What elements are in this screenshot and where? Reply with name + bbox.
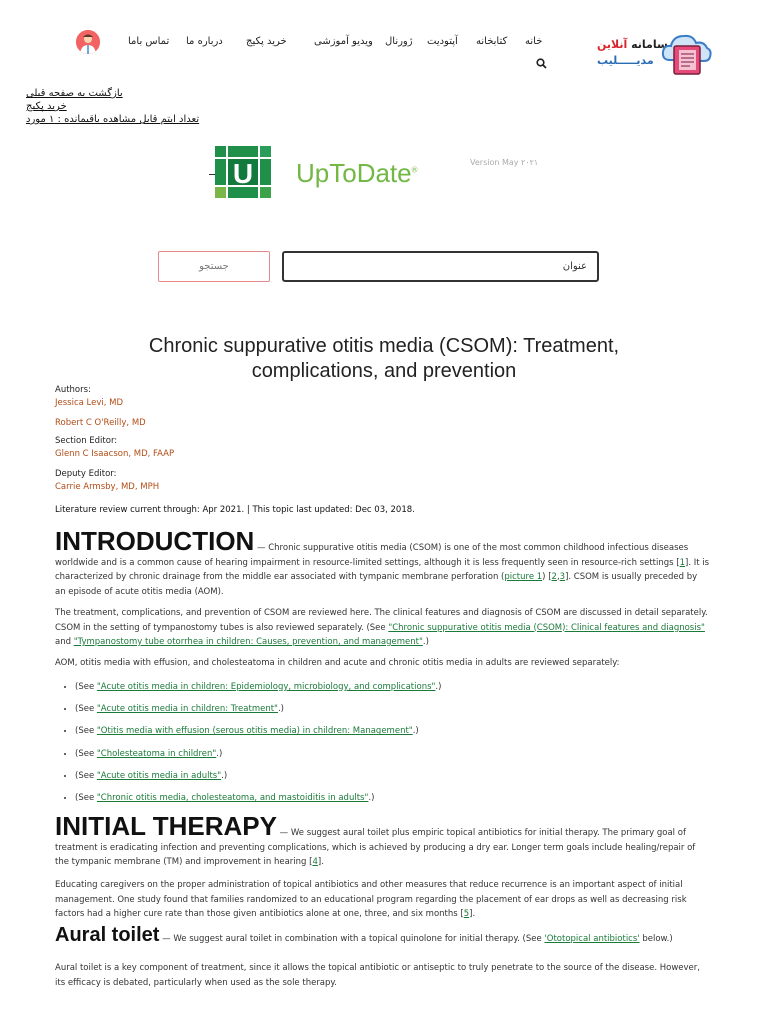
nav-uptodate[interactable]: آپتودیت: [427, 36, 458, 47]
deputy-editor-label: Deputy Editor:: [55, 469, 117, 479]
cloud-book-icon[interactable]: [660, 30, 712, 76]
ref-5-link[interactable]: 5: [463, 909, 470, 919]
intro-paragraph-1: INTRODUCTION — Chronic suppurative otitis media (CSOM) is one of the most common childhood infectious diseases worldwide and is a common cause of hearing impairment in resource-limited settings, although it is less frequently seen in resource-rich settings [1]. It is characterized by chronic drainage from the middle ear associated with tympanic membrane perforation (picture 1) [2,3]. CSOM is usually preceded by an episode of acute otitis media (AOM).: [55, 526, 710, 597]
list-item: [75, 787, 441, 809]
nav-home[interactable]: خانه: [525, 36, 543, 47]
ref-3-link[interactable]: 3: [559, 572, 566, 582]
search-input[interactable]: عنوان: [282, 251, 599, 282]
close-text: .): [216, 748, 223, 759]
list-item: [75, 743, 441, 765]
logo-prefix: سامانه: [627, 38, 668, 51]
section-editor-label: Section Editor:: [55, 436, 118, 446]
intro-p2-end: .): [422, 637, 429, 647]
search-button[interactable]: جستجو: [158, 251, 270, 282]
related-link-6[interactable]: "Chronic otitis media, cholesteatoma, and mastoiditis in adults": [96, 792, 369, 803]
uptodate-wordmark: [296, 158, 418, 189]
logo-accent: آنلاین: [597, 38, 628, 51]
see-text: (See: [75, 726, 97, 737]
see-text: (See: [75, 748, 97, 759]
remaining-items-link[interactable]: تعداد ایتم قابل مشاهده باقیمانده : ۱ مورد: [26, 114, 200, 125]
ref-1-link[interactable]: 1: [679, 557, 686, 568]
nav-contact[interactable]: تماس باما: [128, 36, 170, 47]
site-logo-line1[interactable]: [597, 38, 668, 51]
site-header: [0, 0, 768, 85]
uptodate-logo-icon: [215, 146, 271, 198]
article-title: Chronic suppurative otitis media (CSOM): Treatment, complications, and prevention: [148, 335, 620, 382]
and-text: and: [55, 637, 74, 647]
author-2[interactable]: Robert C O'Reilly, MD: [55, 418, 146, 428]
see-text: (See: [75, 792, 97, 803]
intro-paragraph-2: [55, 606, 710, 650]
related-topics-list: [60, 676, 441, 809]
intro-text-b: ]. It is characterized by chronic drainage from the middle ear associated with tympanic membrane perforation (: [55, 557, 710, 582]
see-text: (See: [75, 682, 97, 692]
nav-video[interactable]: ویدیو آموزشی: [314, 36, 373, 47]
ref-4-link[interactable]: 4: [312, 857, 318, 867]
version-label: Version May ۲۰۲۱: [470, 158, 539, 167]
therapy-text-b: ].: [317, 857, 324, 867]
doctor-icon: [76, 30, 100, 54]
picture-1-link[interactable]: picture 1: [504, 572, 543, 582]
see-text: (See: [75, 704, 97, 715]
therapy-heading: INITIAL THERAPY: [55, 811, 277, 841]
close-text: .): [435, 682, 442, 692]
brand-name: UpToDate: [296, 158, 412, 188]
therapy-paragraph-2: [55, 878, 710, 922]
intro-text-a: — Chronic suppurative otitis media (CSOM) is one of the most common childhood infectious diseases worldwide and is a common cause of hearing impairment in resource-limited settings, although it is less frequently seen in resource-rich settings [: [55, 543, 689, 568]
related-link-1[interactable]: "Acute otitis media in children: Epidemiology, microbiology, and complications": [96, 682, 436, 692]
aural-paragraph-1: [55, 924, 710, 947]
list-item: [75, 698, 441, 720]
review-status: Literature review current through: Apr 2021. | This topic last updated: Dec 03, 2018.: [55, 505, 415, 515]
ref-2-link[interactable]: 2: [551, 572, 557, 582]
close-text: .): [368, 792, 375, 803]
deputy-editor[interactable]: Carrie Armsby, MD, MPH: [55, 482, 160, 492]
brand-reg: ®: [411, 165, 418, 175]
back-link[interactable]: بازگشت به صفحه قبلی: [26, 88, 123, 99]
related-link-4[interactable]: "Cholesteatoma in children": [96, 748, 217, 759]
section-editor[interactable]: Glenn C Isaacson, MD, FAAP: [55, 449, 175, 459]
see-text: (See: [75, 770, 97, 781]
nav-buy-package[interactable]: خرید پکیج: [246, 36, 287, 47]
user-avatar[interactable]: [76, 30, 100, 54]
list-item: [75, 676, 441, 698]
intro-paragraph-3: AOM, otitis media with effusion, and cholesteatoma in children and acute and chronic otitis media in adults are reviewed separately:: [55, 658, 620, 668]
aural-text-b: below.): [639, 934, 673, 944]
nav-library[interactable]: کتابخانه: [476, 36, 508, 47]
related-link-2[interactable]: "Acute otitis media in children: Treatment": [96, 704, 278, 715]
csom-clinical-link[interactable]: "Chronic suppurative otitis media (CSOM): Clinical features and diagnosis": [388, 622, 705, 633]
related-link-3[interactable]: "Otitis media with effusion (serous otitis media) in children: Management": [96, 726, 413, 737]
therapy-paragraph-1: [55, 813, 710, 870]
therapy-text-a: — We suggest aural toilet plus empiric topical antibiotics for initial therapy. The primary goal of treatment is eradicating infection and preventing complications, which is achieved by producing a dry ear. Longer term goals include healing/repair of the tympanic membrane (TM) and improvement in hearing [: [55, 828, 696, 867]
aural-heading: Aural toilet: [55, 924, 160, 946]
ototopical-link[interactable]: 'Ototopical antibiotics': [544, 934, 640, 944]
intro-p2-text: The treatment, complications, and prevention of CSOM are reviewed here. The clinical features and diagnosis of CSOM are discussed in detail separately. CSOM in the setting of tympanostomy tubes is also reviewed separately. (See: [55, 608, 708, 633]
close-text: .): [412, 726, 419, 737]
intro-text-d: ]. CSOM is usually preceded by an episode of acute otitis media (AOM).: [55, 572, 698, 597]
authors-label: Authors:: [55, 385, 91, 395]
tympanostomy-link[interactable]: "Tympanostomy tube otorrhea in children: Causes, prevention, and management": [73, 637, 423, 647]
aural-paragraph-2: Aural toilet is a key component of treatment, since it allows the topical antibiotic or antiseptic to truly penetrate to the source of the disease. However, its efficacy is debated, particularly when used as the sole therapy.: [55, 963, 700, 988]
intro-text-c: ) [: [542, 572, 552, 582]
top-links: [26, 87, 199, 126]
search-icon[interactable]: [536, 58, 547, 69]
intro-heading: INTRODUCTION: [55, 526, 255, 556]
close-text: .): [277, 704, 284, 715]
site-logo-line2[interactable]: مدیـــــلیب: [597, 54, 654, 67]
aural-text-a: — We suggest aural toilet in combination with a topical quinolone for initial therapy. (See: [159, 934, 545, 944]
list-item: [75, 765, 441, 787]
therapy-p2-text: Educating caregivers on the proper administration of topical antibiotics and other measures that reduce recurrence is an important aspect of initial management. One study found that families randomized to an educational program regarding the placement of ear drops as well as decreasing risk factors had a higher cure rate than those given antibiotics alone at one, three, and six months [: [55, 880, 687, 919]
nav-journal[interactable]: ژورنال: [385, 36, 413, 47]
svg-text:U: U: [232, 158, 254, 189]
buy-package-link[interactable]: خرید پکیج: [26, 101, 67, 112]
nav-about[interactable]: درباره ما: [186, 36, 223, 47]
close-text: .): [221, 770, 228, 781]
author-1[interactable]: Jessica Levi, MD: [55, 398, 124, 408]
therapy-p2-end: ].: [469, 909, 476, 919]
related-link-5[interactable]: "Acute otitis media in adults": [96, 770, 222, 781]
list-item: [75, 720, 441, 742]
